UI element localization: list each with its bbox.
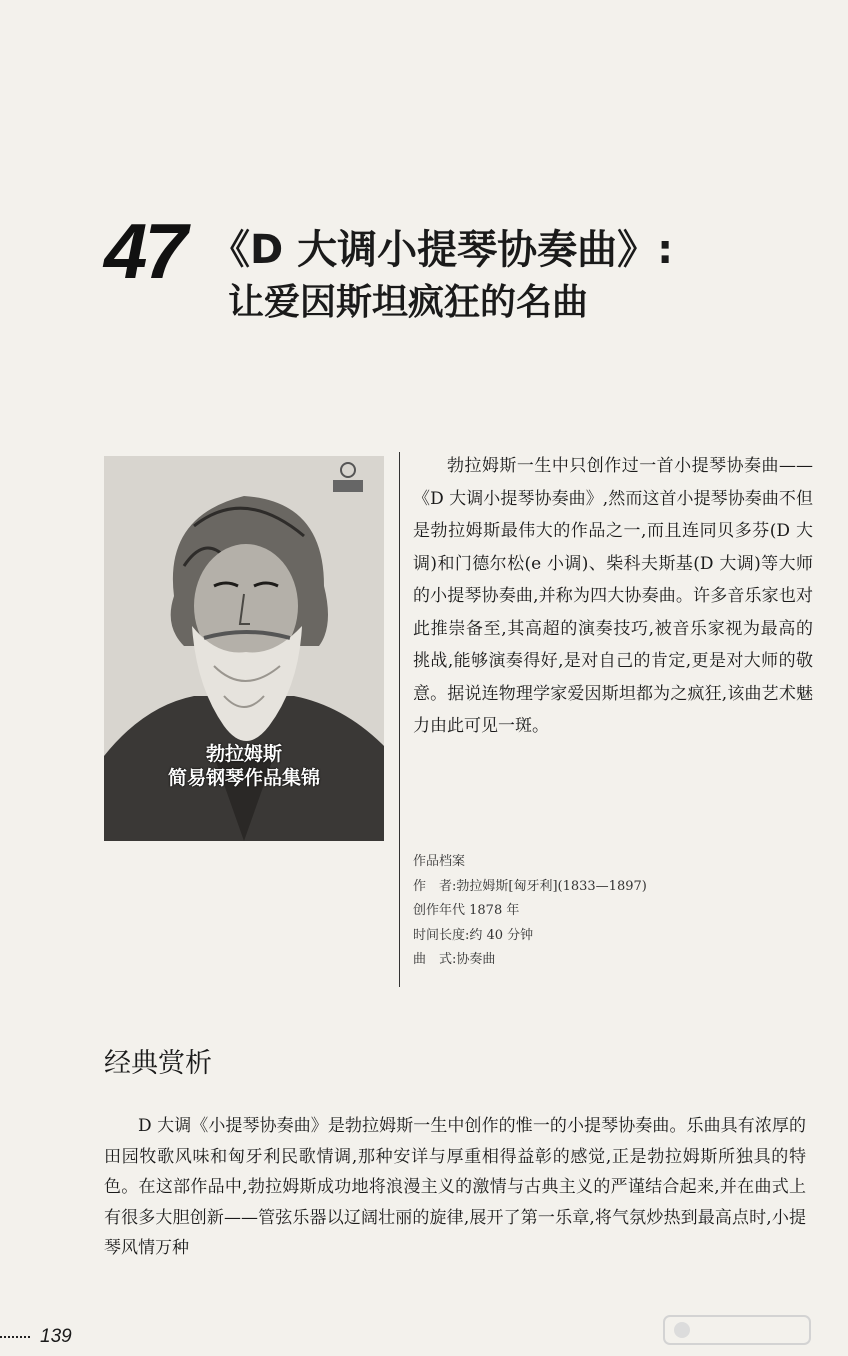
profile-heading: 作品档案: [413, 854, 466, 869]
running-header: [90, 86, 350, 104]
profile-duration: 时间长度:约 40 分钟: [413, 927, 534, 943]
article-title-line2: 让爱因斯坦疯狂的名曲: [228, 282, 589, 323]
page-number: 139: [40, 1326, 72, 1347]
folio-mark: [0, 1336, 30, 1341]
column-divider: [399, 452, 400, 987]
composer-portrait: [104, 456, 384, 841]
work-profile: [413, 850, 803, 973]
profile-form: 曲 式:协奏曲: [413, 952, 496, 967]
watermark-icon: [662, 1310, 812, 1350]
section-title: 经典赏析: [104, 1048, 212, 1079]
portrait-caption-line1: 勃拉姆斯: [205, 743, 282, 765]
article-title-line1: 《D 大调小提琴协奏曲》:: [210, 227, 674, 273]
profile-composer: 作 者:勃拉姆斯[匈牙利](1833—1897): [413, 878, 647, 894]
intro-text: 勃拉姆斯一生中只创作过一首小提琴协奏曲——《D 大调小提琴协奏曲》,然而这首小提琴协奏曲不但是勃拉姆斯最伟大的作品之一,而且连同贝多芬(D 大调)和门德尔松(e 小调)、柴科夫斯基(D 大调)等大师的小提琴协奏曲,并称为四大协奏曲。许多音乐家也对此推崇备至,其高超的演奏技巧,被音乐家视为最高的挑战,能够演奏得好,是对自己的肯定,更是对大师的敬意。据说连物理学家爱因斯坦都为之疯狂,该曲艺术魅力由此可见一斑。: [413, 456, 813, 736]
intro-paragraph: [413, 450, 813, 743]
section-text: D 大调《小提琴协奏曲》是勃拉姆斯一生中创作的惟一的小提琴协奏曲。乐曲具有浓厚的田园牧歌风味和匈牙利民歌情调,那种安详与厚重相得益彰的感觉,正是勃拉姆斯所独具的特色。在这部作品中,勃拉姆斯成功地将浪漫主义的激情与古典主义的严谨结合起来,并在曲式上有很多大胆创新——管弦乐器以辽阔壮丽的旋律,展开了第一乐章,将气氛炒热到最高点时,小提琴风情万种: [104, 1116, 806, 1258]
watermark-logo: [662, 1310, 812, 1350]
article-number: 47: [104, 207, 185, 295]
profile-year: 创作年代 1878 年: [413, 903, 520, 918]
section-body: [104, 1111, 806, 1264]
portrait-caption-line2: 简易钢琴作品集锦: [167, 767, 320, 789]
